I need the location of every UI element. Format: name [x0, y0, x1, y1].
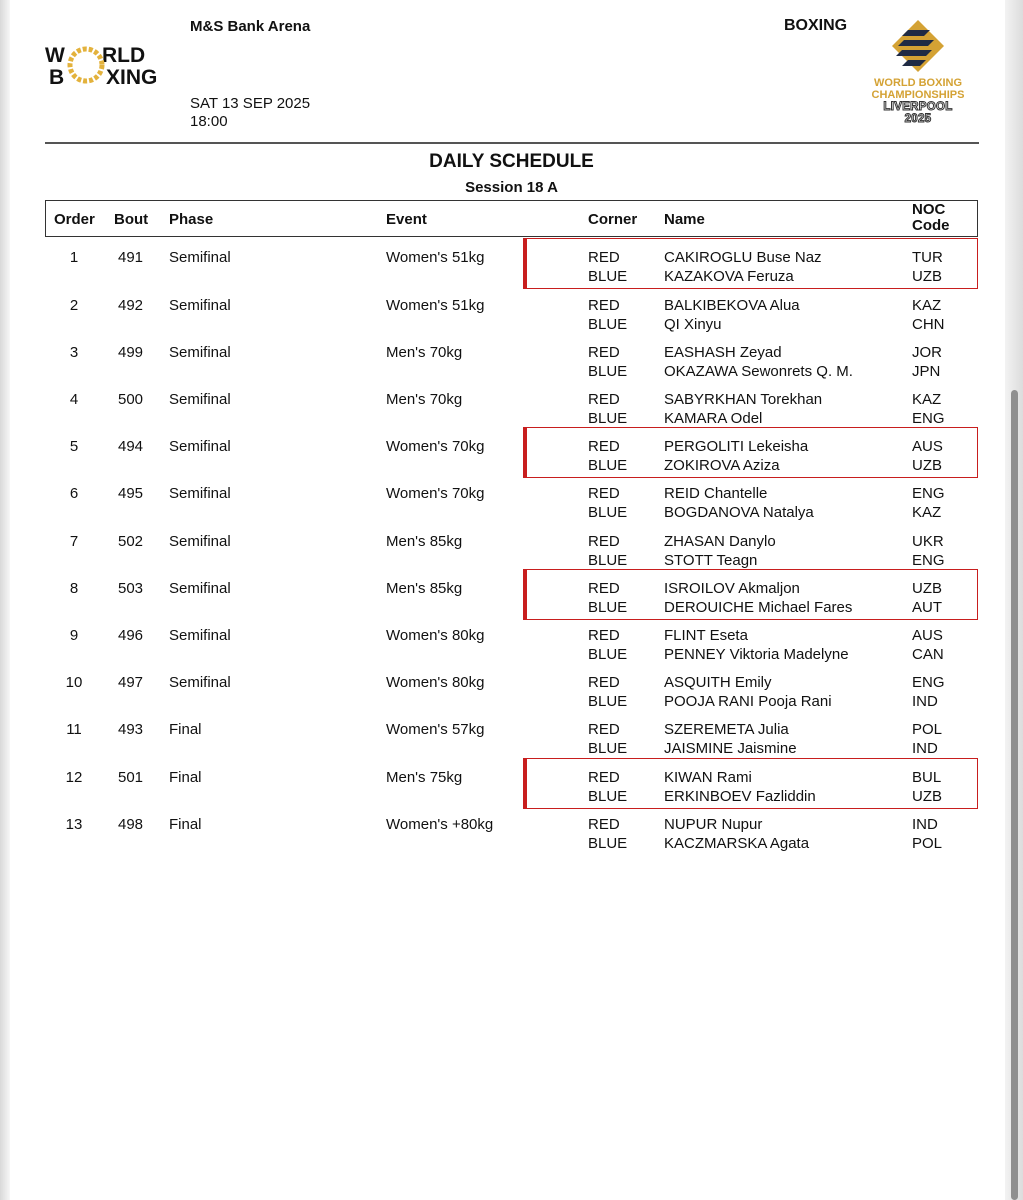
red-noc-code: KAZ [912, 297, 942, 314]
table-row [45, 768, 978, 808]
phase-cell: Semifinal [169, 485, 231, 502]
event-cell: Women's 51kg [386, 297, 485, 314]
red-noc-code: ENG [912, 674, 945, 691]
blue-athlete-name: ZOKIROVA Aziza [664, 457, 780, 474]
venue: M&S Bank Arena [190, 18, 311, 35]
scrollbar-thumb[interactable] [1011, 390, 1018, 1200]
table-row [45, 390, 978, 430]
red-noc-code: AUS [912, 438, 943, 455]
table-row [45, 815, 978, 855]
event-cell: Men's 85kg [386, 533, 463, 550]
red-noc-code: TUR [912, 249, 943, 266]
column-header-bout: Bout [114, 211, 149, 228]
blue-noc-code: IND [912, 740, 938, 757]
red-athlete-name: NUPUR Nupur [664, 816, 763, 833]
sport-label: BOXING [784, 17, 848, 34]
phase-cell: Semifinal [169, 580, 231, 597]
red-noc-code: UZB [912, 580, 942, 597]
bout-cell: 501 [118, 769, 144, 786]
table-row [45, 579, 978, 619]
blue-noc-code: JPN [912, 363, 941, 380]
corner-blue: BLUE [588, 646, 628, 663]
championship-emblem-icon [890, 18, 946, 74]
blue-athlete-name: JAISMINE Jaismine [664, 740, 797, 757]
bout-cell: 499 [118, 344, 144, 361]
phase-cell: Semifinal [169, 344, 231, 361]
corner-blue: BLUE [588, 410, 628, 427]
logo-b: B [49, 66, 65, 88]
session-subtitle: Session 18 A [465, 179, 558, 196]
blue-athlete-name: OKAZAWA Sewonrets Q. M. [664, 363, 853, 380]
order-cell: 1 [69, 249, 79, 266]
blue-noc-code: UZB [912, 268, 942, 285]
corner-red: RED [588, 391, 620, 408]
event-cell: Women's +80kg [386, 816, 494, 833]
event-cell: Women's 80kg [386, 627, 485, 644]
red-noc-code: IND [912, 816, 938, 833]
table-row [45, 437, 978, 477]
corner-red: RED [588, 438, 620, 455]
corner-blue: BLUE [588, 363, 628, 380]
corner-blue: BLUE [588, 599, 628, 616]
red-athlete-name: BALKIBEKOVA Alua [664, 297, 800, 314]
logo-w: W [45, 44, 65, 67]
bout-cell: 498 [118, 816, 144, 833]
logo-xing: XING [106, 66, 158, 88]
red-athlete-name: ZHASAN Danylo [664, 533, 776, 550]
red-noc-code: UKR [912, 533, 944, 550]
corner-red: RED [588, 297, 620, 314]
column-header-name: Name [664, 211, 705, 228]
blue-noc-code: UZB [912, 457, 942, 474]
blue-athlete-name: KACZMARSKA Agata [664, 835, 810, 852]
table-row [45, 248, 978, 288]
corner-red: RED [588, 580, 620, 597]
red-athlete-name: EASHASH Zeyad [664, 344, 782, 361]
blue-athlete-name: DEROUICHE Michael Fares [664, 599, 853, 616]
championship-line: WORLD BOXING [874, 77, 962, 89]
order-cell: 10 [65, 674, 83, 691]
column-header-corner: Corner [588, 211, 638, 228]
red-noc-code: AUS [912, 627, 943, 644]
blue-noc-code: CAN [912, 646, 944, 663]
corner-red: RED [588, 816, 620, 833]
order-cell: 3 [69, 344, 79, 361]
event-cell: Women's 70kg [386, 485, 485, 502]
order-cell: 6 [69, 485, 79, 502]
logo-ring [70, 49, 102, 81]
table-row [45, 296, 978, 336]
blue-athlete-name: BOGDANOVA Natalya [664, 504, 814, 521]
phase-cell: Final [169, 721, 202, 738]
blue-noc-code: KAZ [912, 504, 942, 521]
corner-blue: BLUE [588, 316, 628, 333]
red-athlete-name: PERGOLITI Lekeisha [664, 438, 809, 455]
order-cell: 11 [66, 721, 82, 738]
corner-blue: BLUE [588, 835, 628, 852]
bout-cell: 500 [118, 391, 144, 408]
blue-noc-code: UZB [912, 788, 942, 805]
corner-red: RED [588, 769, 620, 786]
championship-logo [862, 18, 974, 130]
event-cell: Women's 51kg [386, 249, 485, 266]
blue-athlete-name: ERKINBOEV Fazliddin [664, 788, 816, 805]
corner-red: RED [588, 627, 620, 644]
phase-cell: Semifinal [169, 249, 231, 266]
world-boxing-logo [45, 44, 170, 88]
red-athlete-name: CAKIROGLU Buse Naz [664, 249, 822, 266]
blue-noc-code: POL [912, 835, 943, 852]
order-cell: 8 [69, 580, 79, 597]
order-cell: 5 [69, 438, 79, 455]
column-header-event: Event [386, 211, 427, 228]
bout-cell: 493 [118, 721, 144, 738]
event-cell: Women's 80kg [386, 674, 485, 691]
table-row [45, 626, 978, 666]
corner-blue: BLUE [588, 504, 628, 521]
event-cell: Women's 70kg [386, 438, 485, 455]
blue-noc-code: ENG [912, 410, 945, 427]
bout-cell: 503 [118, 580, 144, 597]
red-athlete-name: REID Chantelle [664, 485, 768, 502]
order-cell: 13 [65, 816, 83, 833]
logo-rld: RLD [102, 44, 146, 67]
corner-blue: BLUE [588, 693, 628, 710]
blue-athlete-name: PENNEY Viktoria Madelyne [664, 646, 849, 663]
phase-cell: Semifinal [169, 391, 231, 408]
blue-noc-code: AUT [912, 599, 942, 616]
event-cell: Men's 70kg [386, 344, 463, 361]
red-athlete-name: FLINT Eseta [664, 627, 748, 644]
header-divider [45, 142, 979, 144]
column-header-code: Code [912, 217, 950, 234]
event-cell: Men's 85kg [386, 580, 463, 597]
red-athlete-name: KIWAN Rami [664, 769, 752, 786]
order-cell: 2 [69, 297, 79, 314]
red-athlete-name: ASQUITH Emily [664, 674, 772, 691]
bout-cell: 492 [118, 297, 144, 314]
column-header-noc: NOC [912, 201, 946, 218]
blue-athlete-name: STOTT Teagn [664, 552, 758, 569]
blue-noc-code: CHN [912, 316, 945, 333]
red-noc-code: ENG [912, 485, 945, 502]
event-cell: Men's 70kg [386, 391, 463, 408]
column-header-phase: Phase [169, 211, 214, 228]
red-athlete-name: ISROILOV Akmaljon [664, 580, 800, 597]
phase-cell: Final [169, 769, 202, 786]
bout-cell: 495 [118, 485, 144, 502]
table-header [45, 200, 978, 237]
red-athlete-name: SZEREMETA Julia [664, 721, 789, 738]
blue-noc-code: IND [912, 693, 938, 710]
corner-red: RED [588, 485, 620, 502]
blue-athlete-name: KAZAKOVA Feruza [664, 268, 794, 285]
session-date: SAT 13 SEP 2025 [190, 95, 311, 112]
phase-cell: Semifinal [169, 438, 231, 455]
page-title: DAILY SCHEDULE [429, 151, 594, 172]
event-cell: Women's 57kg [386, 721, 485, 738]
bout-cell: 491 [118, 249, 144, 266]
phase-cell: Semifinal [169, 627, 231, 644]
red-noc-code: POL [912, 721, 943, 738]
red-noc-code: JOR [912, 344, 942, 361]
order-cell: 4 [69, 391, 79, 408]
corner-blue: BLUE [588, 788, 628, 805]
bout-cell: 502 [118, 533, 144, 550]
session-time: 18:00 [190, 113, 228, 130]
phase-cell: Semifinal [169, 674, 231, 691]
table-row [45, 343, 978, 383]
corner-red: RED [588, 249, 620, 266]
corner-red: RED [588, 721, 620, 738]
corner-red: RED [588, 344, 620, 361]
order-cell: 12 [65, 769, 83, 786]
corner-blue: BLUE [588, 740, 628, 757]
corner-red: RED [588, 674, 620, 691]
column-header-order: Order [54, 211, 95, 228]
corner-blue: BLUE [588, 552, 628, 569]
red-noc-code: BUL [912, 769, 942, 786]
order-cell: 9 [69, 627, 79, 644]
phase-cell: Semifinal [169, 297, 231, 314]
bout-cell: 494 [118, 438, 144, 455]
blue-athlete-name: QI Xinyu [664, 316, 722, 333]
order-cell: 7 [69, 533, 79, 550]
championship-year: 2025 [904, 113, 932, 125]
table-row [45, 673, 978, 713]
championship-line: CHAMPIONSHIPS [871, 89, 965, 101]
blue-athlete-name: POOJA RANI Pooja Rani [664, 693, 832, 710]
championship-city: LIVERPOOL [883, 101, 953, 113]
bout-cell: 497 [118, 674, 144, 691]
phase-cell: Semifinal [169, 533, 231, 550]
table-row [45, 484, 978, 524]
event-cell: Men's 75kg [386, 769, 463, 786]
red-athlete-name: SABYRKHAN Torekhan [664, 391, 823, 408]
corner-red: RED [588, 533, 620, 550]
bout-cell: 496 [118, 627, 144, 644]
table-row [45, 532, 978, 572]
corner-blue: BLUE [588, 268, 628, 285]
blue-noc-code: ENG [912, 552, 945, 569]
table-row [45, 720, 978, 760]
red-noc-code: KAZ [912, 391, 942, 408]
corner-blue: BLUE [588, 457, 628, 474]
blue-athlete-name: KAMARA Odel [664, 410, 763, 427]
phase-cell: Final [169, 816, 202, 833]
